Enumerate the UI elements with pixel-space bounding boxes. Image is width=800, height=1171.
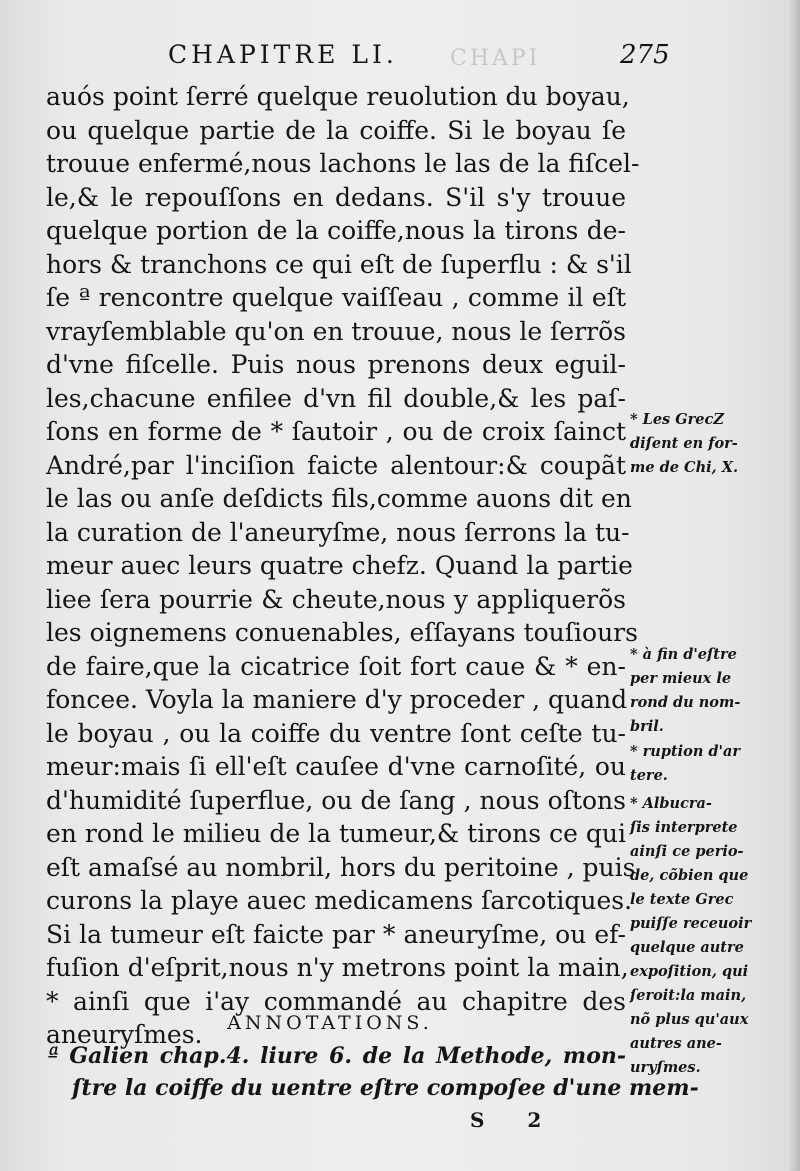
annotations-heading-text: ANNOTATIONS. <box>227 1012 433 1034</box>
body-line: meur:mais ſi ell'eſt cauſee d'vne carnoſité, ou <box>46 752 626 781</box>
annotation-line: ª Galien chap.4. liure 6. de la Methode, mon- <box>48 1043 626 1069</box>
page-edge-shadow <box>786 0 800 1171</box>
body-line: d'humidité ſuperflue, ou de ſang , nous oſtons <box>46 785 626 815</box>
body-line: vrayſemblable qu'on en trouue, nous le ſerrõs <box>46 316 626 346</box>
body-line: aneuryſmes. <box>46 1020 203 1049</box>
margin-note-line: tere. <box>630 767 668 784</box>
margin-note-line: quelque autre <box>630 939 744 956</box>
body-line: ou quelque partie de la coiffe. Si le boyau ſe <box>46 115 626 145</box>
margin-note-line: * Albucra- <box>630 795 712 812</box>
signature-mark: S 2 <box>470 1108 560 1132</box>
body-line: la curation de l'aneuryſme, nous ſerrons la tu- <box>46 517 630 547</box>
margin-note <box>630 408 770 480</box>
margin-note-line: diſent en for- <box>630 435 738 452</box>
body-line: trouue enfermé,nous lachons le las de la fiſcel- <box>46 149 640 178</box>
body-line: meur auec leurs quatre chefz. Quand la partie <box>46 551 633 580</box>
bleed-through-text: CHAPI <box>450 46 541 71</box>
margin-note-line: expoſition, qui <box>630 963 749 980</box>
margin-note <box>630 792 770 1080</box>
body-line: foncee. Voyla la maniere d'y proceder , quand <box>46 685 628 714</box>
margin-note-line: nõ plus qu'aux <box>630 1011 749 1028</box>
margin-note-line: le texte Grec <box>630 891 734 908</box>
main-text-block <box>46 80 640 1052</box>
margin-note-line: * à fin d'eſtre <box>630 646 737 663</box>
chapter-title: CHAPITRE LI. <box>168 40 398 69</box>
body-line: Si la tumeur eſt faicte par * aneuryſme, ou ef- <box>46 919 626 949</box>
page-number: 275 <box>620 40 670 70</box>
margin-note-line: * Les GrecZ <box>630 411 724 428</box>
running-header <box>0 40 800 74</box>
body-line: le las ou anſe deſdicts fils,comme auons dit en <box>46 484 632 513</box>
body-line: de faire,que la cicatrice ſoit fort caue & * en- <box>46 651 626 681</box>
body-line: en rond le milieu de la tumeur,& tirons ce qui <box>46 819 626 848</box>
margin-note-line: bril. <box>630 718 664 735</box>
margin-note-line: me de Chi, X. <box>630 459 739 476</box>
body-line: curons la playe auec medicamens ſarcotiques. <box>46 886 633 915</box>
margin-note <box>630 643 770 739</box>
body-line: quelque portion de la coiffe,nous la tirons de- <box>46 216 626 245</box>
body-line: * ainſi que i'ay commandé au chapitre des <box>46 986 626 1016</box>
body-line: ſe ª rencontre quelque vaiſſeau , comme il eſt <box>46 283 626 312</box>
body-line: eſt amaſsé au nombril, hors du peritoine , puis <box>46 852 636 882</box>
body-line: d'vne fiſcelle. Puis nous prenons deux eguil- <box>46 350 626 379</box>
margin-note-line: ſeroit:la main, <box>630 987 747 1004</box>
margin-note-line: ſis interprete <box>630 819 738 836</box>
margin-note-line: uryſmes. <box>630 1059 701 1076</box>
margin-note-line: autres ane- <box>630 1035 722 1052</box>
body-line: liee ſera pourrie & cheute,nous y appliquerõs <box>46 584 626 614</box>
body-line: auós point ſerré quelque reuolution du boyau, <box>46 82 630 111</box>
body-line: André,par l'inciſion faicte alentour:& coupãt <box>46 450 626 480</box>
body-line: les,chacune enfilee d'vn fil double,& les paſ- <box>46 383 626 413</box>
body-line: le,& le repouſſons en dedans. S'il s'y trouue <box>46 182 626 212</box>
body-line: les oignemens conuenables, eſſayans touſiours <box>46 618 638 647</box>
annotation-line: ſtre la coiffe du uentre eſtre compoſee d'une mem- <box>72 1075 699 1101</box>
margin-note-line: per mieux le <box>630 670 732 687</box>
margin-note-line: de, cõbien que <box>630 867 749 884</box>
body-line: le boyau , ou la coiffe du ventre ſont ceſte tu- <box>46 718 626 748</box>
body-line: ſons en forme de * ſautoir , ou de croix ſainct <box>46 417 626 446</box>
margin-note-line: rond du nom- <box>630 694 741 711</box>
margin-note-line: ainſi ce perio- <box>630 843 744 860</box>
margin-note-line: puiſſe receuoir <box>630 915 752 932</box>
margin-note <box>630 740 770 788</box>
margin-note-line: * ruption d'ar <box>630 743 741 760</box>
body-line: hors & tranchons ce qui eſt de ſuperflu : & s'il <box>46 249 632 279</box>
body-line: fuſion d'eſprit,nous n'y metrons point la main, <box>46 953 629 982</box>
